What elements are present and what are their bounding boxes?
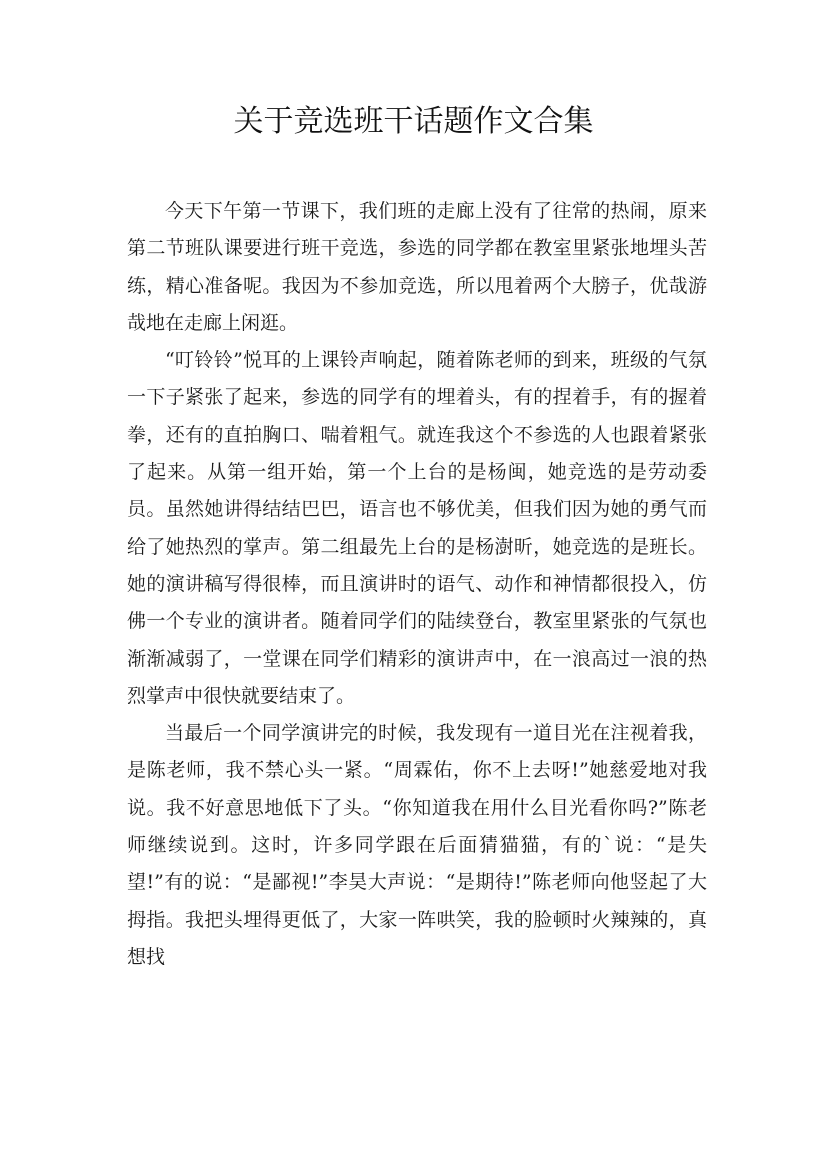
paragraph-3: 当最后一个同学演讲完的时候，我发现有一道目光在注视着我，是陈老师，我不禁心头一紧。“周霖佑，你不上去呀!”她慈爱地对我说。我不好意思地低下了头。“你知道我在用什么目光看你吗?”陈老师继续说到。这时，许多同学跟在后面猜猫猫，有的`说：“是失望!”有的说：“是鄙视!”李昊大声说：“是期待!”陈老师向他竖起了大拇指。我把头埋得更低了，大家一阵哄笑，我的脸顿时火辣辣的，真想找: [127, 722, 707, 968]
paragraph-2: “叮铃铃”悦耳的上课铃声响起，随着陈老师的到来，班级的气氛一下子紧张了起来，参选的同学有的埋着头，有的捏着手，有的握着拳，还有的直拍胸口、喘着粗气。就连我这个不参选的人也跟着紧张了起来。从第一组开始，第一个上台的是杨闽，她竞选的是劳动委员。虽然她讲得结结巴巴，语言也不够优美，但我们因为她的勇气而给了她热烈的掌声。第二组最先上台的是杨澍昕，她竞选的是班长。她的演讲稿写得很棒，而且演讲时的语气、动作和神情都很投入，仿佛一个专业的演讲者。随着同学们的陆续登台，教室里紧张的气氛也渐渐减弱了，一堂课在同学们精彩的演讲声中，在一浪高过一浪的热烈掌声中很快就要结束了。: [127, 349, 707, 707]
paragraph-1: 今天下午第一节课下，我们班的走廊上没有了往常的热闹，原来第二节班队课要进行班干竞选，参选的同学都在教室里紧张地埋头苦练，精心准备呢。我因为不参加竞选，所以甩着两个大膀子，优哉游哉地在走廊上闲逛。: [127, 200, 707, 334]
document-body: [127, 193, 707, 976]
document-title: 关于竞选班干话题作文合集: [233, 104, 594, 139]
